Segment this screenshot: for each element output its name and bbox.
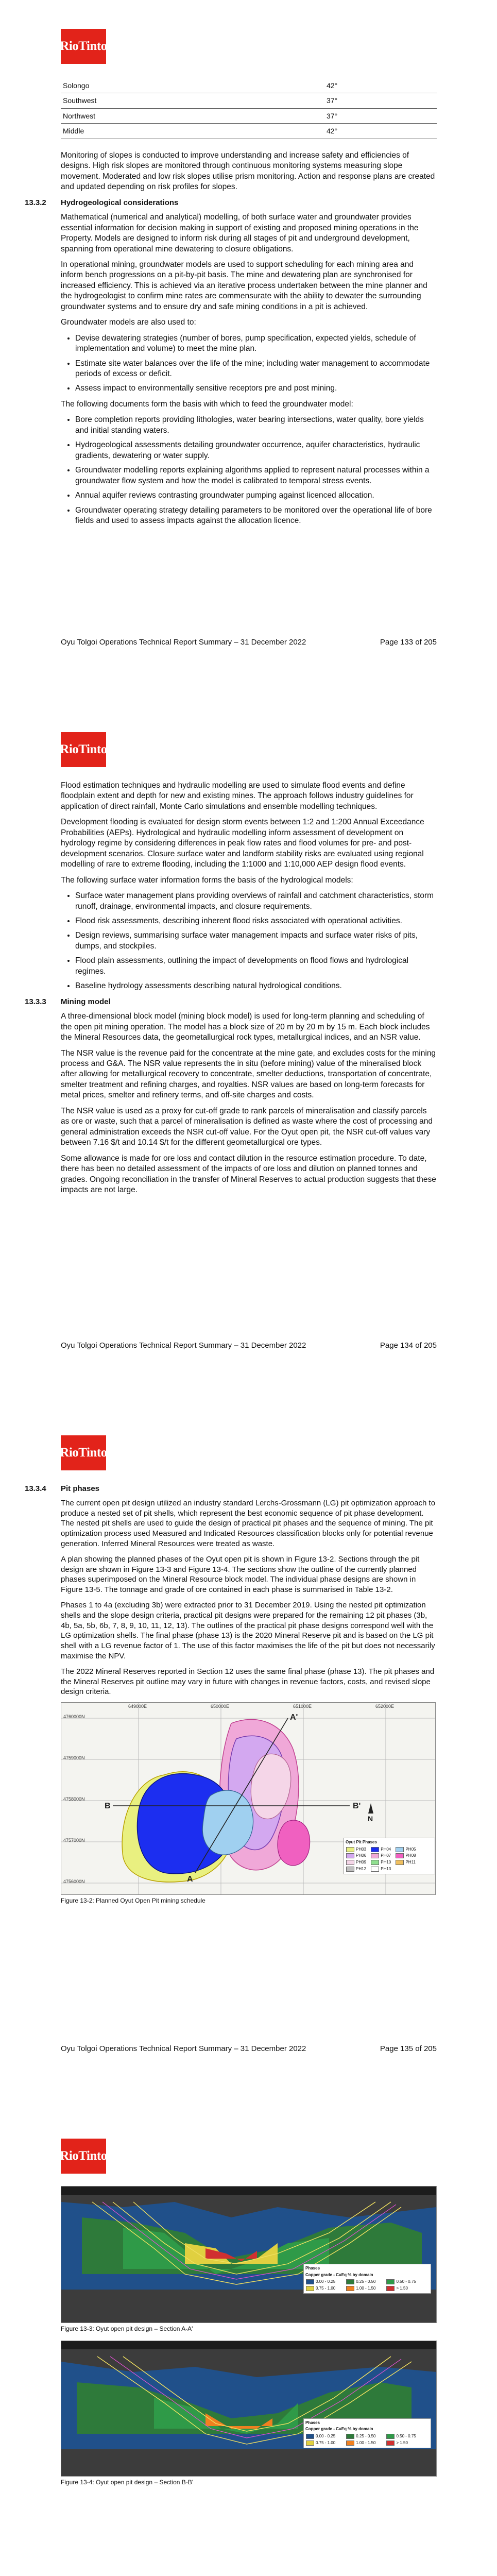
legend-swatch — [306, 2434, 314, 2439]
page-footer — [61, 638, 437, 647]
section-a-prime-label: A' — [290, 1713, 298, 1722]
legend-swatch — [386, 2434, 395, 2439]
paragraph: The NSR value is the revenue paid for the concentrate at the mine gate, and excludes costs for the mining process and G&A. The NSR value represents the in situ (before mining) value of the mineralised block after allowing for metallurgical recovery to concentrate, smelter deductions, transportation of concentrate, smelter treatment and refining charges, and royalties. NSR values are based on long-term forecasts for metal prices, smelter and refinery terms, and off-site charges and costs. — [61, 1048, 436, 1100]
legend-entry: PH04 — [371, 1847, 393, 1853]
paragraph: Some allowance is made for ore loss and contact dilution in the resource estimation procedure. To date, there has been no detailed assessment of the impacts of ore loss and dilution on planned tonnes and grades. Ongoing reconciliation in the transfer of Mineral Reserves to actual production suggests that these impacts are not large. — [61, 1154, 436, 1194]
legend-swatch — [371, 1853, 379, 1858]
legend-swatch — [306, 2441, 314, 2446]
section-a-figure — [61, 2186, 437, 2323]
section-title: Mining model — [61, 997, 111, 1006]
table-row — [61, 78, 437, 93]
page-content — [61, 2186, 437, 2494]
page-content — [25, 781, 437, 1200]
section-b-legend — [303, 2418, 431, 2448]
legend-entry: 0.75 - 1.00 — [306, 2441, 344, 2446]
paragraph: Development flooding is evaluated for design storm events between 1:2 and 1:200 Annual Exceedance Probabilities (AEPs). Hydrological and hydraulic modelling inform assessment of development on hydrology regime by considering differences in peak flow rates and flood volumes for pre- and post-development scenarios. Closure surface water and landform stability risks are evaluated using regional modelling of rare to extreme flooding, including the 1:1000 and 1:10,000 AEP design flood events. — [61, 818, 424, 869]
list-item: • Assess impact to environmentally sensitive receptors pre and post mining. — [75, 383, 437, 394]
section-title: Pit phases — [61, 1484, 100, 1493]
legend-swatch — [346, 1867, 354, 1872]
map-northing-label: 4756000N — [63, 1879, 85, 1885]
legend-swatch — [396, 1847, 404, 1852]
table-row — [61, 93, 437, 108]
legend-swatch — [346, 2279, 354, 2284]
legend-swatch — [346, 1853, 354, 1858]
legend-swatch — [346, 2286, 354, 2291]
map-easting-label: 652000E — [375, 1704, 395, 1709]
paragraph: The 2022 Mineral Reserves reported in Section 12 uses the same final phase (phase 13). The pit phases and the Mineral Reserves pit outline may vary in future with changes in revenue factors, costs, and revised slope design criteria. — [61, 1667, 435, 1697]
figure-caption: Figure 13-3: Oyut open pit design – Section A-A' — [61, 2325, 193, 2332]
table-cell: 37° — [324, 108, 437, 123]
paragraph: Mathematical (numerical and analytical) modelling, of both surface water and groundwater provides essential information for decision making in support of existing and proposed mining operations in the Property. Models are designed to inform risk during all stages of pit and underground development, spanning from operational mine dewatering to closure obligations. — [61, 213, 419, 253]
legend-entry: 0.00 - 0.25 — [306, 2434, 344, 2439]
bullet-list — [61, 415, 437, 526]
table-cell: 37° — [324, 93, 437, 108]
list-item: • Surface water management plans providing overviews of rainfall and catchment characteristics, storm runoff, drainage, environmental impacts, and closure requirements. — [75, 891, 437, 912]
section-a-image — [61, 2187, 436, 2323]
report-page-136 — [0, 2110, 497, 2576]
map-easting-label: 649000E — [128, 1704, 147, 1709]
rio-tinto-logo: RioTinto — [61, 29, 106, 64]
legend-entry: PH07 — [371, 1853, 393, 1859]
figure-caption: Figure 13-4: Oyut open pit design – Section B-B' — [61, 2478, 194, 2486]
legend-swatch — [396, 1853, 404, 1858]
legend-swatch — [386, 2441, 395, 2446]
legend-entry: PH03 — [346, 1847, 369, 1853]
rio-tinto-logo: RioTinto — [61, 732, 106, 767]
page-number: Page 135 of 205 — [380, 2044, 437, 2053]
page-footer — [61, 1341, 437, 1350]
paragraph: The following surface water information forms the basis of the hydrological models: — [61, 875, 353, 885]
legend-entry: 0.50 - 0.75 — [386, 2434, 424, 2439]
legend-swatch — [371, 1847, 379, 1852]
map-easting-label: 650000E — [211, 1704, 230, 1709]
list-item: • Hydrogeological assessments detailing groundwater occurrence, aquifer characteristics, hydraulic gradients, dewatering or water supply. — [75, 440, 437, 461]
legend-swatch — [371, 1867, 379, 1872]
legend-entry: 0.00 - 0.25 — [306, 2279, 344, 2285]
legend-swatch — [386, 2286, 395, 2291]
legend-swatch — [306, 2286, 314, 2291]
list-item: • Bore completion reports providing lithologies, water bearing intersections, water quality, bore yields and initial standing waters. — [75, 415, 437, 436]
list-item: • Devise dewatering strategies (number of bores, pump specification, expected yields, schedule of implementation and volume) to meet the mine plan. — [75, 333, 437, 354]
legend-entry: PH05 — [396, 1847, 418, 1853]
list-item: • Annual aquifer reviews contrasting groundwater pumping against licenced allocation. — [75, 490, 437, 501]
bullet-list — [61, 333, 437, 394]
list-item: • Flood plain assessments, outlining the impact of developments on flood flows and hydrological regimes. — [75, 956, 437, 977]
legend-swatch — [346, 2441, 354, 2446]
section-a-label: A — [187, 1875, 193, 1884]
table-row — [61, 108, 437, 123]
legend-entry: PH13 — [371, 1867, 393, 1872]
map-northing-label: 4760000N — [63, 1714, 85, 1720]
legend-entry: PH12 — [346, 1867, 369, 1872]
section-a-legend — [303, 2264, 431, 2294]
legend-entry: 1.00 - 1.50 — [346, 2441, 384, 2446]
section-number: 13.3.2 — [25, 198, 46, 207]
paragraph: In operational mining, groundwater models are used to support scheduling for each mining area and inform bench progressions on a pit-by-pit basis. The mine and dewatering plan are synchronised for increased efficiency. This is achieved via an iterative process undertaken between the mine planner and the hydrogeologist to confirm mine rates are commensurate with the ability to dewater the surrounding groundwater systems and to ensure dry and safe mining conditions in a pit is achieved. — [61, 260, 427, 311]
page-content — [25, 78, 437, 531]
table-row — [61, 124, 437, 139]
section-heading — [25, 1484, 437, 1494]
legend-title: Phases — [305, 2266, 320, 2270]
legend-entry: 0.75 - 1.00 — [306, 2286, 344, 2292]
paragraph: The NSR value is used as a proxy for cut-off grade to rank parcels of mineralisation and classify parcels as ore or waste, such that a parcel of mineralisation is defined as waste where the cost of processing and general administration exceeds the NSR cut-off value. For the Oyut open pit, the NSR cut-off values vary between 7.16 $/t and 10.14 $/t for the different geometallurgical ore types. — [61, 1106, 433, 1147]
rio-tinto-logo: RioTinto — [61, 2139, 106, 2174]
page-content — [25, 1484, 437, 1912]
pit-phase-map-figure — [61, 1702, 436, 1895]
paragraph: Phases 1 to 4a (excluding 3b) were extracted prior to 31 December 2019. Using the nested pit optimization shells and the slope design criteria, practical pit designs were prepared for the remaining 12 pit phases (3b, 4b, 5a, 5b, 6b, 7, 8, 9, 10, 11, 12, 13). The outlines of the practical pit phase designs correspond well with the LG optimization shells. The final phase (phase 13) is the 2020 Mineral Reserve pit and is based on the LG pit shell with a LG revenue factor of 1. The use of this factor maximises the life of the pit but does not necessarily maximise the NPV. — [61, 1600, 435, 1660]
section-b-prime-label: B' — [353, 1802, 361, 1811]
legend-title: Copper grade - CuEq % by domain — [305, 2272, 373, 2277]
legend-swatch — [346, 2434, 354, 2439]
bullet-list — [61, 891, 437, 992]
slope-angle-table — [61, 78, 437, 139]
legend-entry: > 1.50 — [386, 2286, 424, 2292]
legend-entry: PH09 — [346, 1860, 369, 1866]
paragraph: Flood estimation techniques and hydraulic modelling are used to simulate flood events and define floodplain extent and depth for new and existing mines. The approach follows industry guidelines for application of direct rainfall, Monte Carlo simulations and ensemble modelling techniques. — [61, 781, 414, 811]
list-item: • Design reviews, summarising surface water management impacts and surface water risks of pits, dumps, and stockpiles. — [75, 930, 437, 952]
paragraph: Monitoring of slopes is conducted to improve understanding and increase safety and efficiencies of designs. High risk slopes are monitored through continuous monitoring systems measuring slope movement. Moderated and low risk slopes utilise prism monitoring. Action and response plans are created and updated depending on risk profiles for slopes. — [61, 150, 435, 192]
footer-title: Oyu Tolgoi Operations Technical Report Summary – 31 December 2022 — [61, 1341, 306, 1350]
legend-title: Copper grade - CuEq % by domain — [305, 2427, 373, 2432]
paragraph: The current open pit design utilized an industry standard Lerchs-Grossmann (LG) pit optimization approach to produce a nested set of pit shells, which represent the best economic sequence of pit phase development. The nested pit shells are used to guide the design of practical pit phases and the sequence of mining. The pit optimization process used Measured and Indicated Resources classification blocks only for potential revenue generation. Inferred Mineral Resources were treated as waste. — [61, 1498, 436, 1548]
list-item: • Groundwater operating strategy detailing parameters to be monitored over the operational life of bore fields and used to assess impacts against the allocation licence. — [75, 505, 437, 527]
list-item: • Flood risk assessments, describing inherent flood risks associated with operational activities. — [75, 916, 437, 926]
table-cell: Solongo — [61, 78, 324, 93]
page-number: Page 134 of 205 — [380, 1341, 437, 1350]
section-heading — [25, 997, 437, 1007]
section-b-figure — [61, 2341, 437, 2477]
footer-title: Oyu Tolgoi Operations Technical Report Summary – 31 December 2022 — [61, 638, 306, 647]
legend-swatch — [306, 2279, 314, 2284]
north-arrow-label: N — [368, 1815, 373, 1823]
table-cell: 42° — [324, 78, 437, 93]
legend-entry: PH06 — [346, 1853, 369, 1859]
figure-caption: Figure 13-2: Planned Oyut Open Pit mining schedule — [61, 1897, 205, 1905]
legend-entry: 1.00 - 1.50 — [346, 2286, 384, 2292]
table-cell: 42° — [324, 124, 437, 139]
legend-entry: PH11 — [396, 1860, 418, 1866]
paragraph: The following documents form the basis with which to feed the groundwater model: — [61, 399, 353, 409]
legend-entry: PH10 — [371, 1860, 393, 1866]
legend-entry: > 1.50 — [386, 2441, 424, 2446]
report-page-135 — [0, 1406, 497, 2110]
list-item: • Baseline hydrology assessments describing natural hydrological conditions. — [75, 981, 437, 991]
section-number: 13.3.4 — [25, 1484, 46, 1493]
section-number: 13.3.3 — [25, 997, 46, 1006]
section-b-image — [61, 2341, 436, 2476]
legend-swatch — [346, 1860, 354, 1865]
legend-title: Phases — [305, 2420, 320, 2425]
page-footer — [61, 2044, 437, 2053]
map-northing-label: 4758000N — [63, 1797, 85, 1802]
table-cell: Northwest — [61, 108, 324, 123]
list-item: • Groundwater modelling reports explaining algorithms applied to represent natural processes within a groundwater flow system and how the model is calibrated to temporal stress events. — [75, 465, 437, 486]
map-northing-label: 4759000N — [63, 1755, 85, 1761]
section-title: Hydrogeological considerations — [61, 198, 179, 207]
legend-swatch — [371, 1860, 379, 1865]
legend-entry: PH08 — [396, 1853, 418, 1859]
section-heading — [25, 198, 437, 208]
legend-swatch — [396, 1860, 404, 1865]
footer-title: Oyu Tolgoi Operations Technical Report Summary – 31 December 2022 — [61, 2044, 306, 2053]
report-page-134 — [0, 703, 497, 1406]
paragraph: A three-dimensional block model (mining block model) is used for long-term planning and scheduling of the open pit mining operation. The model has a block size of 20 m by 20 m by 15 m. Each block includes the Mineral Resources data, the geometallurgical rock types, metallurgical indices, and an NSR value. — [61, 1012, 430, 1042]
section-b-label: B — [105, 1802, 111, 1811]
page-number: Page 133 of 205 — [380, 638, 437, 647]
phase-legend — [344, 1838, 435, 1874]
table-cell: Southwest — [61, 93, 324, 108]
rio-tinto-logo: RioTinto — [61, 1435, 106, 1470]
map-easting-label: 651000E — [293, 1704, 312, 1709]
legend-entry: 0.50 - 0.75 — [386, 2279, 424, 2285]
table-cell: Middle — [61, 124, 324, 139]
legend-entry: 0.25 - 0.50 — [346, 2434, 384, 2439]
paragraph: Groundwater models are also used to: — [61, 318, 196, 327]
legend-title: Oyut Pit Phases — [346, 1840, 377, 1845]
report-page-133 — [0, 0, 497, 703]
legend-swatch — [386, 2279, 395, 2284]
legend-swatch — [346, 1847, 354, 1852]
map-northing-label: 4757000N — [63, 1838, 85, 1843]
list-item: • Estimate site water balances over the life of the mine; including water management to accommodate periods of excess or deficit. — [75, 359, 437, 380]
legend-entry: 0.25 - 0.50 — [346, 2279, 384, 2285]
paragraph: A plan showing the planned phases of the Oyut open pit is shown in Figure 13-2. Sections through the pit design are shown in Figure 13-3 and Figure 13-4. The sections show the outline of the currently planned phases superimposed on the Mineral Resource block model. The individual phase designs are shown in Figure 13-5. The tonnage and grade of ore contained in each phase is summarised in Table 13-2. — [61, 1554, 420, 1595]
